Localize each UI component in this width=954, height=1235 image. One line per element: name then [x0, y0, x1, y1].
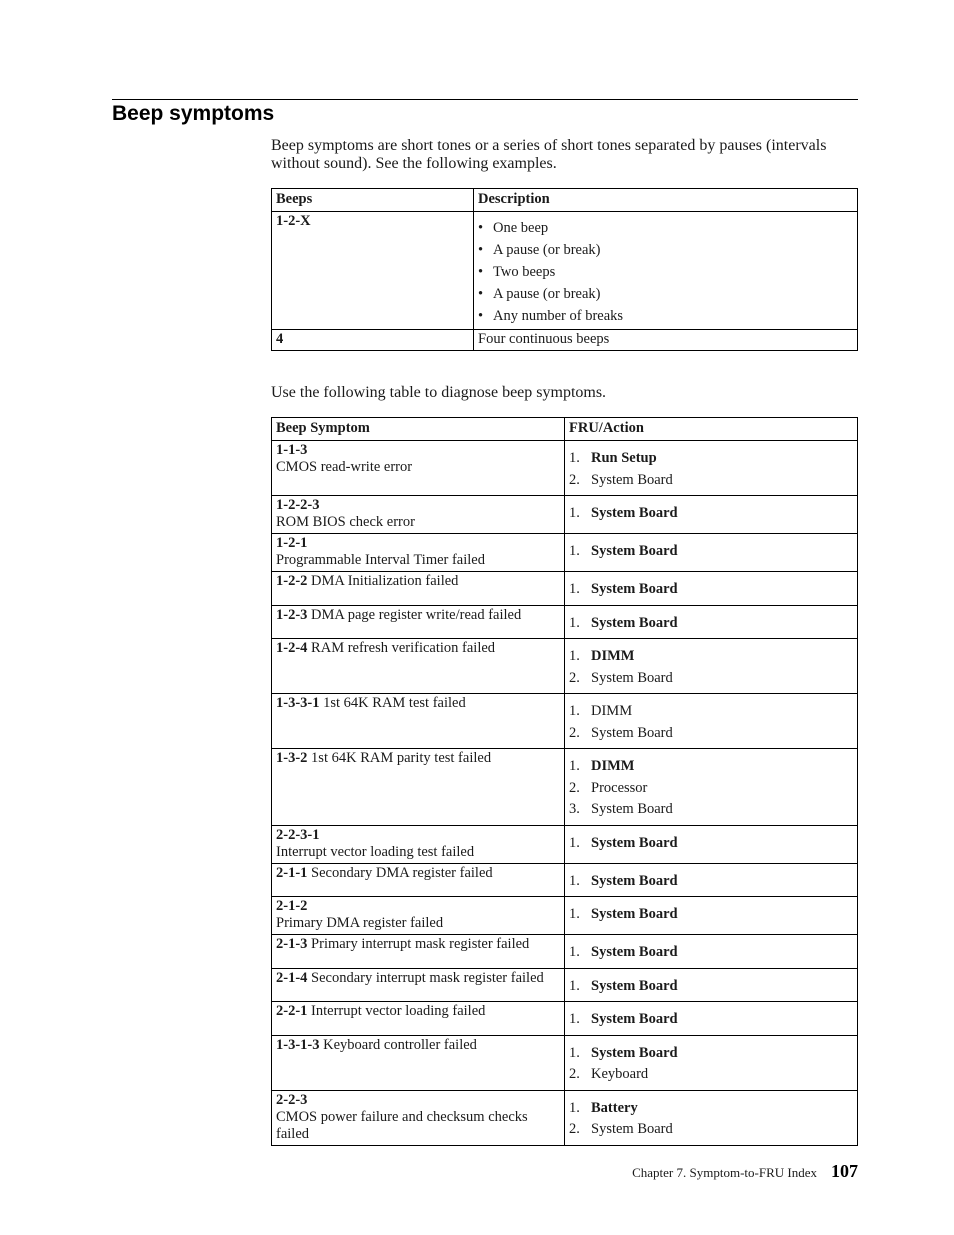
table-row — [272, 694, 858, 749]
fru-action-cell — [565, 1090, 858, 1145]
fru-action-text: System Board — [591, 614, 678, 631]
fru-action-cell — [565, 935, 858, 969]
fru-action-cell — [565, 605, 858, 639]
fru-action-list — [569, 871, 853, 893]
fru-action-text: System Board — [591, 1011, 678, 1027]
symptom-description: Primary DMA register failed — [276, 915, 444, 931]
list-item — [569, 448, 853, 470]
step-number: 2. — [569, 1066, 580, 1082]
intro-paragraph: Beep symptoms are short tones or a series of short tones separated by pauses (intervals without sound). See the following examples. — [271, 137, 827, 172]
fru-action-text: System Board — [591, 505, 678, 521]
list-item: • Any number of breaks — [478, 305, 853, 327]
symptom-description: 1st 64K RAM parity test failed — [311, 750, 492, 766]
fru-action-text: System Board — [591, 543, 678, 559]
symptom-description: CMOS read-write error — [276, 459, 413, 475]
heading-rule — [112, 99, 858, 100]
fru-action-list — [569, 1009, 853, 1031]
step-number: 3. — [569, 801, 580, 817]
list-item — [569, 1043, 853, 1065]
list-item: • One beep — [478, 217, 853, 239]
symptom-description: Interrupt vector loading failed — [311, 1003, 486, 1019]
list-item — [569, 613, 853, 635]
fru-action-text: System Board — [591, 669, 673, 686]
step-number: 1. — [569, 1044, 580, 1061]
fru-action-list — [569, 1043, 853, 1086]
symptom-description: ROM BIOS check error — [276, 514, 415, 530]
table-row — [272, 534, 858, 572]
step-number: 1. — [569, 758, 580, 774]
symptom-description: DMA page register write/read failed — [311, 606, 522, 623]
list-item — [569, 833, 853, 855]
list-item — [569, 541, 853, 563]
step-number: 1. — [569, 906, 580, 922]
fru-action-cell — [565, 441, 858, 496]
beep-description — [474, 212, 858, 330]
table-row — [272, 572, 858, 606]
beep-symptom-rows — [272, 441, 858, 1146]
list-item: • Two beeps — [478, 261, 853, 283]
table-row — [272, 968, 858, 1002]
list-item: • A pause (or break) — [478, 239, 853, 261]
step-number: 1. — [569, 944, 580, 960]
symptom-description: Primary interrupt mask register failed — [311, 936, 530, 952]
step-number: 1. — [569, 648, 580, 664]
list-item — [569, 871, 853, 893]
table-row — [272, 496, 858, 534]
beep-code: 2-1-1 — [276, 864, 308, 881]
fru-action-cell — [565, 749, 858, 826]
symptom-description: Secondary DMA register failed — [311, 864, 493, 881]
step-number: 2. — [569, 1121, 580, 1137]
beep-code: 1-2-1 — [276, 535, 308, 551]
beep-code: 1-2-2-3 — [276, 497, 320, 513]
table-row — [272, 935, 858, 969]
step-number: 1. — [569, 1099, 580, 1116]
fru-action-text: DIMM — [591, 648, 635, 664]
fru-action-text: System Board — [591, 801, 673, 817]
list-item — [569, 976, 853, 998]
symptom-description: Interrupt vector loading test failed — [276, 843, 475, 860]
table-header-row — [272, 189, 858, 212]
fru-action-list — [569, 646, 853, 689]
step-number: 1. — [569, 872, 580, 889]
fru-action-text: System Board — [591, 1121, 673, 1137]
fru-action-list — [569, 833, 853, 855]
table-header-row — [272, 418, 858, 441]
list-item — [569, 470, 853, 492]
fru-action-list — [569, 448, 853, 491]
beep-symptom-cell — [272, 694, 565, 749]
beep-code: 1-2-4 — [276, 640, 308, 656]
table-row — [272, 897, 858, 935]
fru-action-list — [569, 904, 853, 926]
fru-action-text: System Board — [591, 906, 678, 922]
fru-action-cell — [565, 694, 858, 749]
fru-action-cell — [565, 825, 858, 863]
beep-code: 2-1-4 — [276, 969, 308, 986]
fru-action-cell — [565, 863, 858, 897]
step-number: 2. — [569, 471, 580, 488]
list-item — [569, 579, 853, 601]
fru-action-list — [569, 976, 853, 998]
page-title: Beep symptoms — [112, 102, 275, 125]
beep-code: 1-3-2 — [276, 750, 308, 766]
fru-action-cell — [565, 897, 858, 935]
step-number: 2. — [569, 724, 580, 741]
beep-symptom-cell — [272, 1090, 565, 1145]
list-item — [569, 1064, 853, 1086]
step-number: 2. — [569, 779, 580, 796]
beep-symptom-cell — [272, 897, 565, 935]
beep-code: 1-3-1-3 — [276, 1036, 320, 1053]
beep-symptom-cell — [272, 441, 565, 496]
list-item — [569, 904, 853, 926]
fru-action-list — [569, 541, 853, 563]
beep-code: 1-2-3 — [276, 606, 308, 623]
list-item — [569, 1119, 853, 1141]
step-number: 1. — [569, 1011, 580, 1027]
beep-code: 2-1-3 — [276, 936, 308, 952]
table-row — [272, 441, 858, 496]
beep-symptom-cell — [272, 1035, 565, 1090]
beep-code: 1-1-3 — [276, 442, 308, 458]
step-number: 1. — [569, 977, 580, 994]
fru-action-list — [569, 503, 853, 525]
beep-symptom-cell — [272, 749, 565, 826]
list-item — [569, 1098, 853, 1120]
page-number: 107 — [831, 1161, 858, 1181]
fru-action-text: System Board — [591, 944, 678, 960]
step-number: 2. — [569, 669, 580, 686]
beep-code: 2-2-3-1 — [276, 826, 320, 843]
step-number: 1. — [569, 543, 580, 559]
fru-action-text: System Board — [591, 581, 678, 597]
step-number: 1. — [569, 614, 580, 631]
symptom-description: Programmable Interval Timer failed — [276, 552, 485, 568]
fru-action-text: Keyboard — [591, 1066, 649, 1082]
fru-action-text: System Board — [591, 872, 678, 889]
symptom-description: DMA Initialization failed — [311, 573, 459, 589]
beep-examples-table — [271, 188, 858, 351]
fru-action-text: DIMM — [591, 703, 633, 719]
table-row — [272, 212, 858, 330]
column-header-description: Description — [474, 189, 858, 212]
table-row — [272, 1090, 858, 1145]
fru-action-cell — [565, 1002, 858, 1036]
fru-action-text: System Board — [591, 724, 673, 741]
beep-description: Four continuous beeps — [474, 330, 858, 351]
list-item — [569, 942, 853, 964]
column-header-fru-action: FRU/Action — [565, 418, 858, 441]
beep-symptom-cell — [272, 605, 565, 639]
beep-symptom-cell — [272, 1002, 565, 1036]
beep-code: 1-3-3-1 — [276, 695, 320, 711]
beep-code: 4 — [272, 330, 474, 351]
fru-action-text: DIMM — [591, 758, 635, 774]
beep-symptom-cell — [272, 639, 565, 694]
beep-code: 1-2-X — [272, 212, 474, 330]
symptom-description: Keyboard controller failed — [323, 1036, 477, 1053]
fru-action-cell — [565, 572, 858, 606]
beep-symptom-cell — [272, 496, 565, 534]
symptom-description: CMOS power failure and checksum checks failed — [276, 1108, 528, 1142]
step-number: 1. — [569, 834, 580, 851]
step-number: 1. — [569, 581, 580, 597]
list-item — [569, 646, 853, 668]
step-number: 1. — [569, 450, 580, 466]
table-row — [272, 863, 858, 897]
table-row — [272, 825, 858, 863]
fru-action-text: System Board — [591, 834, 678, 851]
fru-action-text: Processor — [591, 779, 648, 796]
column-header-beep-symptom: Beep Symptom — [272, 418, 565, 441]
fru-action-list — [569, 756, 853, 821]
beep-code: 2-2-1 — [276, 1003, 308, 1019]
step-number: 1. — [569, 703, 580, 719]
beep-symptom-cell — [272, 968, 565, 1002]
symptom-description: RAM refresh verification failed — [311, 640, 496, 656]
beep-symptom-cell — [272, 863, 565, 897]
list-item: • A pause (or break) — [478, 283, 853, 305]
table-row — [272, 749, 858, 826]
beep-symptom-cell — [272, 825, 565, 863]
column-header-beeps: Beeps — [272, 189, 474, 212]
fru-action-list — [569, 579, 853, 601]
table-row — [272, 1035, 858, 1090]
list-item — [569, 503, 853, 525]
fru-action-text: System Board — [591, 977, 678, 994]
symptom-description: 1st 64K RAM test failed — [323, 695, 466, 711]
list-item — [569, 723, 853, 745]
beep-code: 2-1-2 — [276, 898, 308, 914]
fru-action-cell — [565, 639, 858, 694]
beep-code: 1-2-2 — [276, 573, 308, 589]
page-footer — [632, 1161, 858, 1182]
list-item — [569, 799, 853, 821]
fru-action-list — [569, 942, 853, 964]
symptom-description: Secondary interrupt mask register failed — [311, 969, 544, 986]
fru-action-list — [569, 701, 853, 744]
fru-action-text: System Board — [591, 1044, 678, 1061]
fru-action-list — [569, 613, 853, 635]
beep-symptom-cell — [272, 572, 565, 606]
list-item — [569, 668, 853, 690]
table-row — [272, 639, 858, 694]
list-item — [569, 701, 853, 723]
list-item — [569, 778, 853, 800]
beep-symptom-cell — [272, 935, 565, 969]
fru-action-text: System Board — [591, 471, 673, 488]
fru-action-cell — [565, 496, 858, 534]
step-number: 1. — [569, 505, 580, 521]
list-item — [569, 1009, 853, 1031]
footer-chapter: Chapter 7. Symptom-to-FRU Index — [632, 1165, 817, 1180]
fru-action-cell — [565, 968, 858, 1002]
fru-action-cell — [565, 534, 858, 572]
beep-code: 2-2-3 — [276, 1091, 308, 1108]
fru-action-text: Battery — [591, 1099, 638, 1116]
fru-action-cell — [565, 1035, 858, 1090]
fru-action-text: Run Setup — [591, 450, 657, 466]
beep-description-list — [478, 217, 853, 327]
table-row — [272, 1002, 858, 1036]
beep-symptom-table — [271, 417, 858, 1146]
beep-symptom-cell — [272, 534, 565, 572]
fru-action-list — [569, 1098, 853, 1141]
table-row — [272, 330, 858, 351]
diagnose-intro: Use the following table to diagnose beep symptoms. — [271, 384, 607, 401]
list-item — [569, 756, 853, 778]
table-row — [272, 605, 858, 639]
